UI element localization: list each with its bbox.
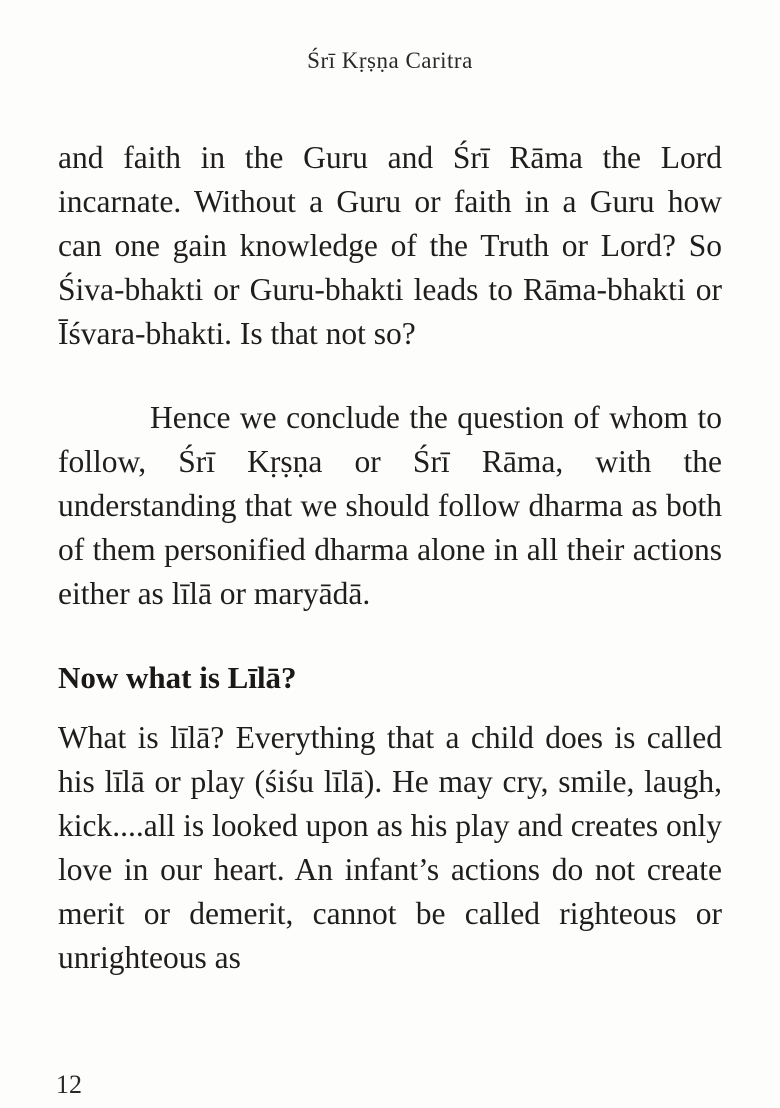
paragraph-what-is-lila: What is līlā? Everything that a child does is called his līlā or play (śiśu līlā). He may cry, smile, laugh, kick....all is looked upon as his play and creates only love in our heart. An infant’s actions do not create merit or demerit, cannot be called righteous or unrighteous as (58, 720, 722, 975)
running-header: Śrī Kṛṣṇa Caritra (307, 48, 473, 73)
paragraph-hence-conclude: Hence we conclude the question of whom to follow, Śrī Kṛṣṇa or Śrī Rāma, with the understanding that we should follow dharma as both of them personified dharma alone in all their actions either as līlā or maryādā. (58, 400, 722, 611)
page-number: 12 (56, 1070, 82, 1099)
page-body (58, 136, 722, 980)
section-heading-now-what-is-lila: Now what is Līlā? (58, 660, 297, 695)
paragraph-guru-bhakti: and faith in the Guru and Śrī Rāma the Lord incarnate. Without a Guru or faith in a Guru how can one gain knowledge of the Truth or Lord? So Śiva-bhakti or Guru-bhakti leads to Rāma-bhakti or Īśvara-bhakti. Is that not so? (58, 140, 722, 351)
